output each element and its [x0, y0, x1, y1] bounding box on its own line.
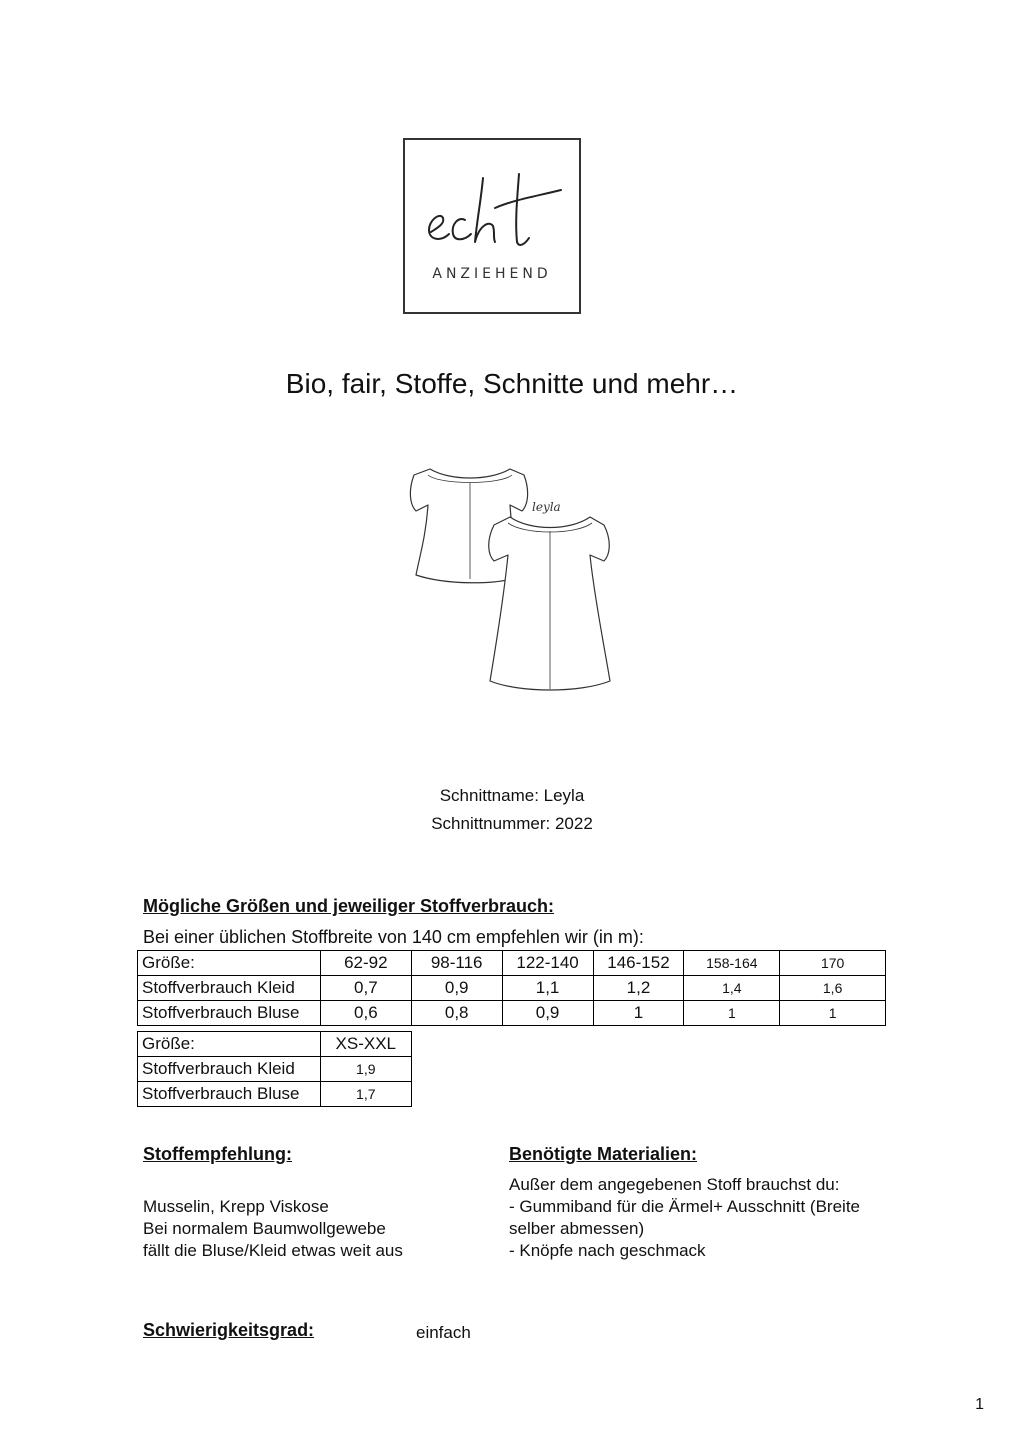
table-cell: Größe:	[138, 951, 321, 976]
table-row	[138, 1057, 412, 1082]
pattern-number: Schnittnummer: 2022	[431, 814, 593, 833]
table-cell: 1	[684, 1001, 780, 1026]
table-cell: 146-152	[593, 951, 684, 976]
table-cell: 0,8	[411, 1001, 502, 1026]
table-row	[138, 951, 886, 976]
table-cell: 1,9	[320, 1057, 411, 1082]
table-cell: XS-XXL	[320, 1032, 411, 1057]
table-cell: Stoffverbrauch Kleid	[138, 1057, 321, 1082]
tagline: Bio, fair, Stoffe, Schnitte und mehr…	[285, 368, 739, 399]
table-cell: 0,9	[502, 1001, 593, 1026]
fabric-line: Musselin, Krepp Viskose	[143, 1197, 329, 1216]
page-number: 1	[975, 1396, 984, 1413]
pattern-name: Schnittname: Leyla	[439, 786, 585, 805]
materials-text	[509, 1174, 886, 1262]
table-cell: 0,6	[320, 1001, 411, 1026]
table-cell: 1,4	[684, 976, 780, 1001]
difficulty-value: einfach	[416, 1323, 471, 1342]
table-cell: 1,1	[502, 976, 593, 1001]
table-cell: 98-116	[411, 951, 502, 976]
table-row	[138, 1032, 412, 1057]
echt-script-logo-icon	[423, 170, 563, 260]
materials-line: Außer dem angegebenen Stoff brauchst du:	[509, 1175, 840, 1194]
table-cell: 158-164	[684, 951, 780, 976]
table-cell: 1,6	[780, 976, 886, 1001]
table-cell: 0,9	[411, 976, 502, 1001]
table-cell: 170	[780, 951, 886, 976]
fabric-line: Bei normalem Baumwollgewebe	[143, 1219, 386, 1238]
fabric-text	[143, 1196, 403, 1262]
table-cell: 1	[593, 1001, 684, 1026]
adult-size-table	[137, 1031, 412, 1107]
fabric-line: fällt die Bluse/Kleid etwas weit aus	[143, 1241, 403, 1260]
materials-heading: Benötigte Materialien:	[509, 1144, 698, 1164]
table-cell: 1,2	[593, 976, 684, 1001]
table-cell: Stoffverbrauch Kleid	[138, 976, 321, 1001]
table-cell: 1	[780, 1001, 886, 1026]
table-cell: Größe:	[138, 1032, 321, 1057]
table-cell: 122-140	[502, 951, 593, 976]
table-cell: 1,7	[320, 1082, 411, 1107]
difficulty-heading: Schwierigkeitsgrad:	[143, 1320, 315, 1340]
table-cell: 0,7	[320, 976, 411, 1001]
table-cell: 62-92	[320, 951, 411, 976]
table-row	[138, 1001, 886, 1026]
materials-line: - Gummiband für die Ärmel+ Ausschnitt (Breite	[509, 1197, 860, 1216]
fabric-heading: Stoffempfehlung:	[143, 1144, 292, 1164]
sizes-heading: Mögliche Größen und jeweiliger Stoffverbrauch:	[143, 896, 555, 916]
kids-size-table	[137, 950, 886, 1026]
brand-logo	[403, 138, 581, 314]
table-cell: Stoffverbrauch Bluse	[138, 1001, 321, 1026]
materials-line: selber abmessen)	[509, 1219, 645, 1238]
garment-illustration	[400, 455, 620, 700]
logo-subtitle: ANZIEHEND	[432, 266, 552, 282]
table-row	[138, 976, 886, 1001]
sizes-intro: Bei einer üblichen Stoffbreite von 140 cm empfehlen wir (in m):	[143, 927, 644, 947]
table-cell: Stoffverbrauch Bluse	[138, 1082, 321, 1107]
table-row	[138, 1082, 412, 1107]
materials-line: - Knöpfe nach geschmack	[509, 1241, 706, 1260]
illustration-caption: leyla	[532, 500, 561, 514]
